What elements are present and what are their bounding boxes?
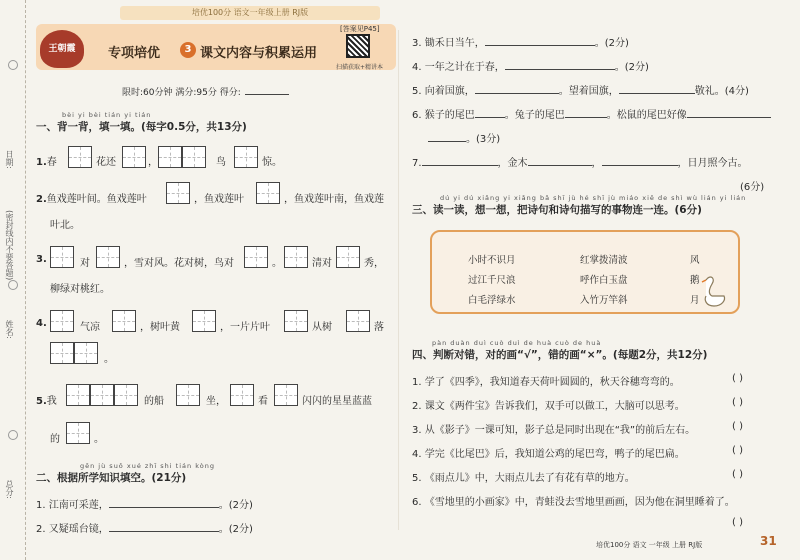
thing-item[interactable]: 鹅 [690, 275, 700, 286]
q1-4-end: 。 [104, 354, 114, 365]
q1-4-text3: ，一片片叶 [220, 322, 270, 333]
char-box[interactable] [284, 246, 308, 268]
answer-blank[interactable] [475, 93, 559, 94]
q1-1-end: 惊。 [262, 157, 282, 168]
answer-paren[interactable]: ( ) [732, 469, 743, 480]
answer-blank[interactable] [565, 117, 607, 118]
sec3-pinyin: dú yi dú xiǎng yi xiǎng bǎ shī jù hé shī jù miáo xiě de shì wù lián yi lián [440, 194, 747, 202]
answer-blank[interactable] [602, 165, 678, 166]
char-box[interactable] [96, 246, 120, 268]
q2-4: 4. 一年之计在于春， 。(2分) [412, 62, 649, 73]
q1-3: 3. [36, 254, 47, 265]
sec2-pinyin: gēn jù suǒ xué zhī shi tián kòng [80, 462, 215, 470]
binding-margin [0, 0, 26, 560]
q1-2: 2.鱼戏莲叶间。鱼戏莲叶 [36, 194, 147, 205]
char-box[interactable] [166, 182, 190, 204]
q1-2-text2: ，鱼戏莲叶南，鱼戏莲 [284, 194, 384, 205]
judge-item: 4. 学完《比尾巴》后，我知道公鸡的尾巴弯，鸭子的尾巴扁。 [412, 449, 685, 460]
q1-3-text3: 。 [272, 258, 282, 269]
q2-7-score: (6分) [740, 182, 765, 193]
top-bar: 培优100分 语文一年级上册 RJ版 [120, 6, 380, 20]
answer-blank[interactable] [505, 69, 615, 70]
answer-paren[interactable]: ( ) [732, 517, 743, 528]
q2-2: 2. 又疑瑶台镜， 。(2分) [36, 524, 253, 535]
score-blank[interactable] [245, 94, 289, 95]
answer-paren[interactable]: ( ) [732, 373, 743, 384]
thing-item[interactable]: 月 [690, 295, 700, 306]
q2-3: 3. 锄禾日当午， 。(2分) [412, 38, 629, 49]
q2-7: 7. ，金木 ， ，日月照今古。 [412, 158, 748, 169]
char-box[interactable] [74, 342, 98, 364]
q1-5-text4: 闪闪的星星蓝蓝 [302, 396, 372, 407]
q1-1-text: 花还 [96, 157, 116, 168]
char-box[interactable] [112, 310, 136, 332]
judge-item: 2. 课文《两件宝》告诉我们，双手可以做工，大脑可以思考。 [412, 401, 685, 412]
q1-1-bird: 鸟 [216, 157, 226, 168]
q1-3-text5: 秀， [364, 258, 384, 269]
binding-hole [8, 430, 18, 440]
q1-3-text2: ，雪对风。花对树，鸟对 [124, 258, 234, 269]
char-box[interactable] [346, 310, 370, 332]
q1-4-text4: 从树 [312, 322, 332, 333]
binding-hole [8, 60, 18, 70]
char-box[interactable] [192, 310, 216, 332]
char-box[interactable] [256, 182, 280, 204]
q1-5-text5: 的 [50, 434, 60, 445]
answer-paren[interactable]: ( ) [732, 397, 743, 408]
judge-item: 1. 学了《四季》，我知道春天荷叶圆圆的，秋天谷穗弯弯的。 [412, 377, 680, 388]
char-box[interactable] [114, 384, 138, 406]
answer-paren[interactable]: ( ) [732, 445, 743, 456]
q1-4: 4. [36, 318, 47, 329]
page-title: 专项培优 [108, 46, 161, 61]
char-box[interactable] [66, 384, 90, 406]
score-label: 总分: [5, 480, 14, 499]
answer-paren[interactable]: ( ) [732, 421, 743, 432]
char-box[interactable] [50, 310, 74, 332]
qr-code-icon[interactable] [346, 34, 370, 58]
char-box[interactable] [176, 384, 200, 406]
char-box[interactable] [90, 384, 114, 406]
poem-line-b[interactable]: 红掌拨清波 [580, 255, 628, 266]
q2-6: 6. 猴子的尾巴 。兔子的尾巴 。松鼠的尾巴好像 [412, 106, 771, 121]
section-2-heading: 二、根据所学知识填空。(21分) [36, 472, 187, 484]
brand-logo: 王朝霞 [40, 30, 84, 68]
q1-3-text4: 清对 [312, 258, 332, 269]
char-box[interactable] [50, 342, 74, 364]
judge-item: 5. 《雨点儿》中，大雨点儿去了有花有草的地方。 [412, 473, 635, 484]
date-label: 日期: [5, 150, 14, 169]
q1-5-end: 。 [94, 434, 104, 445]
q1-2-text3: 叶北。 [50, 220, 80, 231]
char-box[interactable] [244, 246, 268, 268]
q1-5-text2: 坐， [206, 396, 226, 407]
char-box[interactable] [336, 246, 360, 268]
q1-5: 5.我 [36, 396, 57, 407]
section-4-heading: 四、判断对错，对的画“√”，错的画“×”。(每题2分，共12分) [412, 349, 708, 361]
q2-6-cont: 。(3分) [428, 130, 500, 145]
q2-1: 1. 江南可采莲， 。(2分) [36, 500, 253, 511]
page-subtitle: 课文内容与积累运用 [200, 46, 318, 61]
judge-item: 3. 从《影子》一课可知，影子总是同时出现在“我”的前后左右。 [412, 425, 696, 436]
q1-4-text2: ，树叶黄 [140, 322, 180, 333]
char-box[interactable] [68, 146, 92, 168]
poem-line-a[interactable]: 过江千尺浪 [468, 275, 516, 286]
char-box[interactable] [122, 146, 146, 168]
char-box[interactable] [274, 384, 298, 406]
seal-line-note: (密封线内不要答题) [5, 210, 14, 281]
poem-line-b[interactable]: 呼作白玉盘 [580, 275, 628, 286]
q1-4-text5: 落 [374, 322, 384, 333]
q1-2-text: ，鱼戏莲叶 [194, 194, 244, 205]
answer-reference: [答案见P45] [340, 25, 380, 33]
sec1-pinyin: bèi yi bèi tián yi tián [62, 111, 152, 119]
time-score-line: 限时:60分钟 满分:95分 得分: [122, 85, 289, 98]
char-box[interactable] [158, 146, 182, 168]
q1-3-text6: 柳绿对桃红。 [50, 284, 110, 295]
poem-line-b[interactable]: 入竹万竿斜 [580, 295, 628, 306]
char-box[interactable] [284, 310, 308, 332]
page-number: 31 [760, 534, 777, 548]
answer-blank[interactable] [475, 117, 505, 118]
char-box[interactable] [66, 422, 90, 444]
qr-caption: 扫描获取+精讲本 [336, 64, 384, 71]
swan-icon [700, 274, 728, 310]
section-3-heading: 三、读一读，想一想，把诗句和诗句描写的事物连一连。(6分) [412, 204, 702, 216]
column-divider [398, 30, 399, 530]
poem-line-a[interactable]: 小时不识月 [468, 255, 516, 266]
char-box[interactable] [182, 146, 206, 168]
poem-line-a[interactable]: 白毛浮绿水 [468, 295, 516, 306]
answer-blank[interactable] [485, 45, 595, 46]
binding-hole [8, 280, 18, 290]
thing-item[interactable]: 风 [690, 255, 700, 266]
q1-1-comma: ， [148, 157, 158, 168]
answer-blank[interactable] [422, 165, 498, 166]
q1-1: 1.春 [36, 157, 57, 168]
q2-5: 5. 向着国旗， 。望着国旗， 敬礼。(4分) [412, 86, 749, 97]
name-label: 姓名: [5, 320, 14, 339]
char-box[interactable] [234, 146, 258, 168]
q1-5-text: 的船 [144, 396, 164, 407]
page-footer: 培优100分 语文 一年级 上册 RJ版 [596, 541, 703, 549]
answer-blank[interactable] [687, 117, 771, 118]
q1-4-text: 气凉 [80, 322, 100, 333]
q1-3-text: 对 [80, 258, 90, 269]
judge-item: 6. 《雪地里的小画家》中，青蛙没去雪地里画画，因为他在洞里睡着了。 [412, 497, 735, 508]
answer-blank[interactable] [528, 165, 592, 166]
answer-blank[interactable] [109, 531, 219, 532]
section-1-heading: 一、背一背，填一填。(每字0.5分，共13分) [36, 121, 247, 133]
sec4-pinyin: pàn duàn duì cuò duì de huà cuò de huà [432, 339, 602, 347]
topic-number: 3 [180, 42, 196, 58]
answer-blank[interactable] [619, 93, 695, 94]
answer-blank[interactable] [109, 507, 219, 508]
answer-blank[interactable] [428, 141, 466, 142]
char-box[interactable] [50, 246, 74, 268]
char-box[interactable] [230, 384, 254, 406]
q1-5-text3: 看 [258, 396, 268, 407]
